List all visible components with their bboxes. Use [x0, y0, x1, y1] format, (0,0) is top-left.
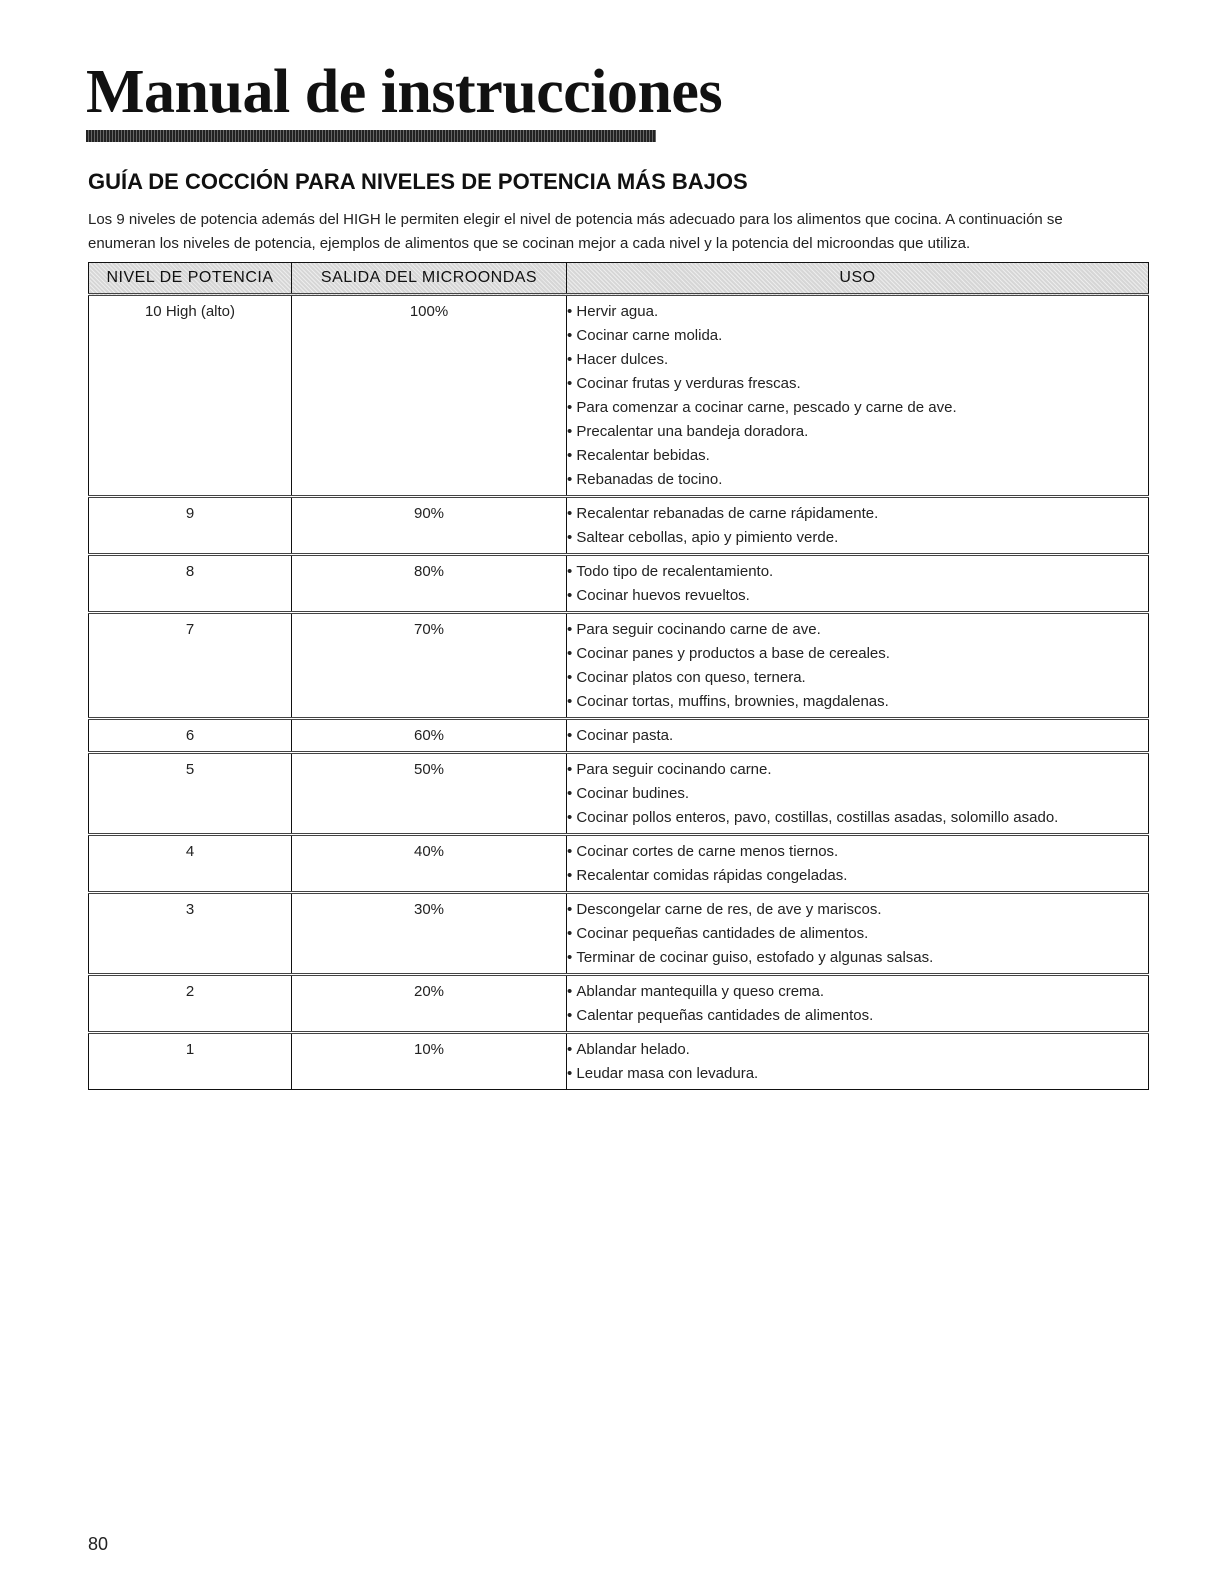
uses-cell: [567, 555, 1149, 613]
table-row: [89, 295, 1149, 497]
table-row: [89, 613, 1149, 719]
use-item: • Cocinar pequeñas cantidades de alimentos.: [567, 922, 1148, 946]
use-item: • Para seguir cocinando carne.: [567, 758, 1148, 782]
table-row: [89, 893, 1149, 975]
use-item: • Para seguir cocinando carne de ave.: [567, 618, 1148, 642]
table-row: [89, 753, 1149, 835]
power-level-cell: 1: [89, 1033, 292, 1090]
output-cell: 80%: [292, 555, 567, 613]
uses-cell: [567, 835, 1149, 893]
use-item: • Cocinar tortas, muffins, brownies, magdalenas.: [567, 690, 1148, 714]
use-item: • Cocinar pollos enteros, pavo, costillas, costillas asadas, solomillo asado.: [567, 806, 1148, 830]
section-heading: GUÍA DE COCCIÓN PARA NIVELES DE POTENCIA MÁS BAJOS: [88, 169, 748, 194]
power-level-cell: 6: [89, 719, 292, 753]
use-item: • Hacer dulces.: [567, 348, 1148, 372]
output-cell: 90%: [292, 497, 567, 555]
intro-line: Los 9 niveles de potencia además del HIGH le permiten elegir el nivel de potencia más adecuado para los alimentos que cocina. A continuación se: [88, 211, 1063, 228]
use-item: • Recalentar bebidas.: [567, 444, 1148, 468]
page-title: Manual de instrucciones: [86, 58, 723, 126]
power-level-cell: 9: [89, 497, 292, 555]
use-item: • Saltear cebollas, apio y pimiento verde.: [567, 526, 1148, 550]
use-item: • Cocinar budines.: [567, 782, 1148, 806]
output-cell: 20%: [292, 975, 567, 1033]
use-item: • Ablandar helado.: [567, 1038, 1148, 1062]
header-power-level: NIVEL DE POTENCIA: [89, 263, 292, 295]
use-item: • Precalentar una bandeja doradora.: [567, 420, 1148, 444]
power-level-cell: 3: [89, 893, 292, 975]
intro-line: enumeran los niveles de potencia, ejemplos de alimentos que se cocinan mejor a cada nivel y la potencia del microondas que utiliza.: [88, 235, 971, 252]
power-level-cell: 5: [89, 753, 292, 835]
output-cell: 30%: [292, 893, 567, 975]
table-row: [89, 497, 1149, 555]
uses-cell: [567, 295, 1149, 497]
intro-paragraph: [88, 208, 1148, 256]
use-item: • Cocinar frutas y verduras frescas.: [567, 372, 1148, 396]
title-rule: [86, 130, 656, 142]
use-item: • Cocinar cortes de carne menos tiernos.: [567, 840, 1148, 864]
uses-cell: [567, 1033, 1149, 1090]
use-item: • Cocinar carne molida.: [567, 324, 1148, 348]
uses-cell: [567, 719, 1149, 753]
table-row: [89, 975, 1149, 1033]
use-item: • Terminar de cocinar guiso, estofado y algunas salsas.: [567, 946, 1148, 970]
header-microwave-output: SALIDA DEL MICROONDAS: [292, 263, 567, 295]
header-use: USO: [567, 263, 1149, 295]
output-cell: 10%: [292, 1033, 567, 1090]
use-item: • Para comenzar a cocinar carne, pescado y carne de ave.: [567, 396, 1148, 420]
table-header-row: [89, 263, 1149, 295]
use-item: • Recalentar comidas rápidas congeladas.: [567, 864, 1148, 888]
uses-cell: [567, 613, 1149, 719]
use-item: • Cocinar panes y productos a base de cereales.: [567, 642, 1148, 666]
uses-cell: [567, 975, 1149, 1033]
output-cell: 60%: [292, 719, 567, 753]
power-level-cell: 10 High (alto): [89, 295, 292, 497]
power-level-cell: 7: [89, 613, 292, 719]
use-item: • Leudar masa con levadura.: [567, 1062, 1148, 1086]
uses-cell: [567, 753, 1149, 835]
power-level-cell: 2: [89, 975, 292, 1033]
table-body: [89, 295, 1149, 1090]
power-level-table: [88, 262, 1149, 1090]
use-item: • Recalentar rebanadas de carne rápidamente.: [567, 502, 1148, 526]
use-item: • Todo tipo de recalentamiento.: [567, 560, 1148, 584]
output-cell: 100%: [292, 295, 567, 497]
table-row: [89, 1033, 1149, 1090]
page-number: 80: [88, 1534, 109, 1554]
use-item: • Rebanadas de tocino.: [567, 468, 1148, 492]
table-row: [89, 719, 1149, 753]
use-item: • Cocinar pasta.: [567, 724, 1148, 748]
use-item: • Hervir agua.: [567, 300, 1148, 324]
uses-cell: [567, 893, 1149, 975]
output-cell: 50%: [292, 753, 567, 835]
uses-cell: [567, 497, 1149, 555]
output-cell: 70%: [292, 613, 567, 719]
use-item: • Calentar pequeñas cantidades de alimentos.: [567, 1004, 1148, 1028]
use-item: • Descongelar carne de res, de ave y mariscos.: [567, 898, 1148, 922]
use-item: • Ablandar mantequilla y queso crema.: [567, 980, 1148, 1004]
output-cell: 40%: [292, 835, 567, 893]
table-row: [89, 835, 1149, 893]
power-level-cell: 8: [89, 555, 292, 613]
use-item: • Cocinar huevos revueltos.: [567, 584, 1148, 608]
table-row: [89, 555, 1149, 613]
use-item: • Cocinar platos con queso, ternera.: [567, 666, 1148, 690]
power-level-cell: 4: [89, 835, 292, 893]
